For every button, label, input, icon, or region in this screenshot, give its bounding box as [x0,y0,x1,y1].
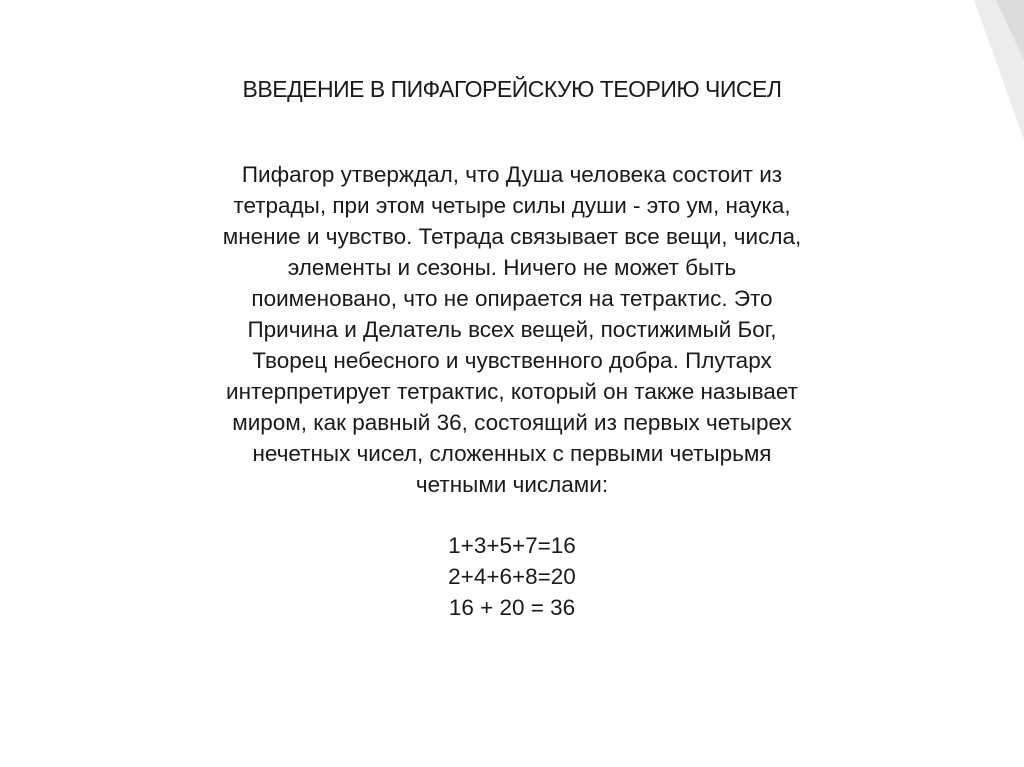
body-line: мнение и чувство. Тетрада связывает все вещи, числа, [222,224,802,249]
body-line: Причина и Делатель всех вещей, постижимый Бог, [247,317,777,342]
equation-even-sum: 2+4+6+8=20 [448,564,576,589]
body-line: интерпретирует тетрактис, который он также называет [226,379,798,404]
body-line: миром, как равный 36, состоящий из первых четырех [232,410,792,435]
equation-odd-sum: 1+3+5+7=16 [448,533,576,558]
equations-block [0,530,1024,623]
body-line: нечетных чисел, сложенных с первыми четырьмя [252,441,772,466]
slide-body-text [0,159,1024,500]
body-line: Творец небесного и чувственного добра. Плутарх [252,348,772,373]
body-line: тетрады, при этом четыре силы души - это ум, наука, [233,193,791,218]
slide-title: ВВЕДЕНИЕ В ПИФАГОРЕЙСКУЮ ТЕОРИЮ ЧИСЕЛ [242,76,782,102]
equation-total: 16 + 20 = 36 [448,595,576,620]
body-line: элементы и сезоны. Ничего не может быть [287,255,737,280]
body-line: Пифагор утверждал, что Душа человека состоит из [241,162,783,187]
body-line: поименовано, что не опирается на тетрактис. Это [251,286,773,311]
body-line: четными числами: [415,472,609,497]
